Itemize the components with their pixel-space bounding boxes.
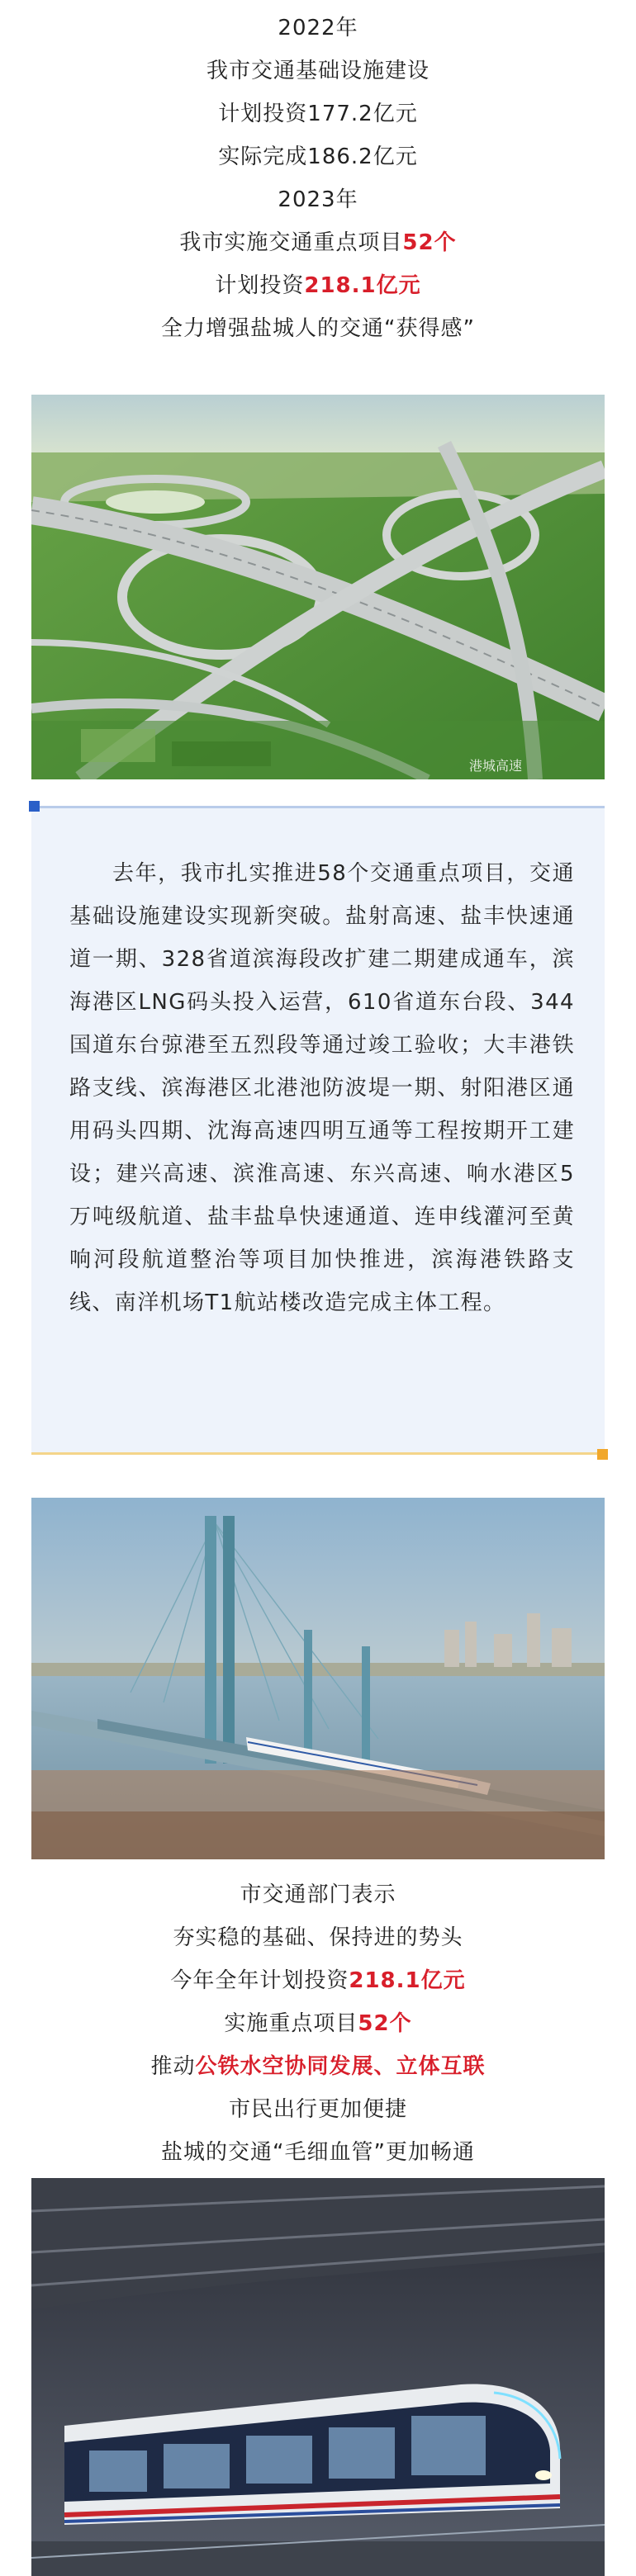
photo-watermark: 港城高速 [469, 758, 523, 774]
outro-highlight: 218.1亿元 [349, 1968, 466, 1993]
intro-line: 2023年 [278, 187, 358, 212]
outro-line-text: 今年全年计划投资 [170, 1968, 349, 1993]
intro-line-text: 我市实施交通重点项目 [179, 230, 403, 255]
bottom-divider [31, 1452, 605, 1455]
tram-photo [31, 2178, 605, 2576]
outro-line-text: 实施重点项目 [224, 2011, 358, 2036]
intro-line: 实际完成186.2亿元 [218, 144, 418, 169]
intro-line: 我市交通基础设施建设 [206, 59, 430, 83]
outro-line-text: 推动 [150, 2054, 196, 2079]
tram-illustration [31, 2178, 605, 2576]
intro-highlight: 52个 [402, 230, 457, 255]
intro-line [0, 264, 636, 307]
outro-line [0, 1959, 636, 2002]
intro-line: 全力增强盐城人的交通“获得感” [161, 316, 475, 341]
intro-line-text: 计划投资 [215, 273, 305, 298]
intro-line: 计划投资177.2亿元 [218, 102, 418, 126]
intro-highlight: 218.1亿元 [304, 273, 421, 298]
outro-highlight: 52个 [358, 2011, 412, 2036]
orange-corner-marker [597, 1449, 608, 1460]
outro-line: 夯实稳的基础、保持进的势头 [173, 1925, 463, 1950]
highway-interchange-illustration [31, 395, 605, 779]
top-divider [31, 806, 605, 808]
outro-line: 市交通部门表示 [240, 1882, 396, 1907]
highway-interchange-photo [31, 395, 605, 779]
project-summary-box [31, 806, 605, 1455]
intro-line [0, 221, 636, 264]
outro-line [0, 2045, 636, 2088]
outro-line: 市民出行更加便捷 [228, 2097, 407, 2122]
intro-line: 2022年 [278, 16, 358, 40]
outro-line: 盐城的交通“毛细血管”更加畅通 [161, 2140, 475, 2165]
blue-corner-marker [29, 801, 40, 812]
outro-line [0, 2002, 636, 2045]
outro-text-block [0, 1873, 636, 2174]
outro-highlight: 公铁水空协同发展、立体互联 [195, 2054, 486, 2079]
railway-bridge-photo [31, 1498, 605, 1859]
intro-text-block [0, 7, 636, 350]
railway-bridge-illustration [31, 1498, 605, 1859]
project-summary-text: 去年，我市扎实推进58个交通重点项目，交通基础设施建设实现新突破。盐射高速、盐丰快速通道一期、328省道滨海段改扩建二期建成通车，滨海港区LNG码头投入运营，610省道东台段、344国道东台弶港至五烈段等通过竣工验收；大丰港铁路支线、滨海港区北港池防波堤一期、射阳港区通用码头四期、沈海高速四明互通等工程按期开工建设；建兴高速、滨淮高速、东兴高速、响水港区5万吨级航道、盐丰盐阜快速通道、连申线灌河至黄响河段航道整治等项目加快推进，滨海港铁路支线、南洋机场T1航站楼改造完成主体工程。 [69, 861, 575, 1315]
